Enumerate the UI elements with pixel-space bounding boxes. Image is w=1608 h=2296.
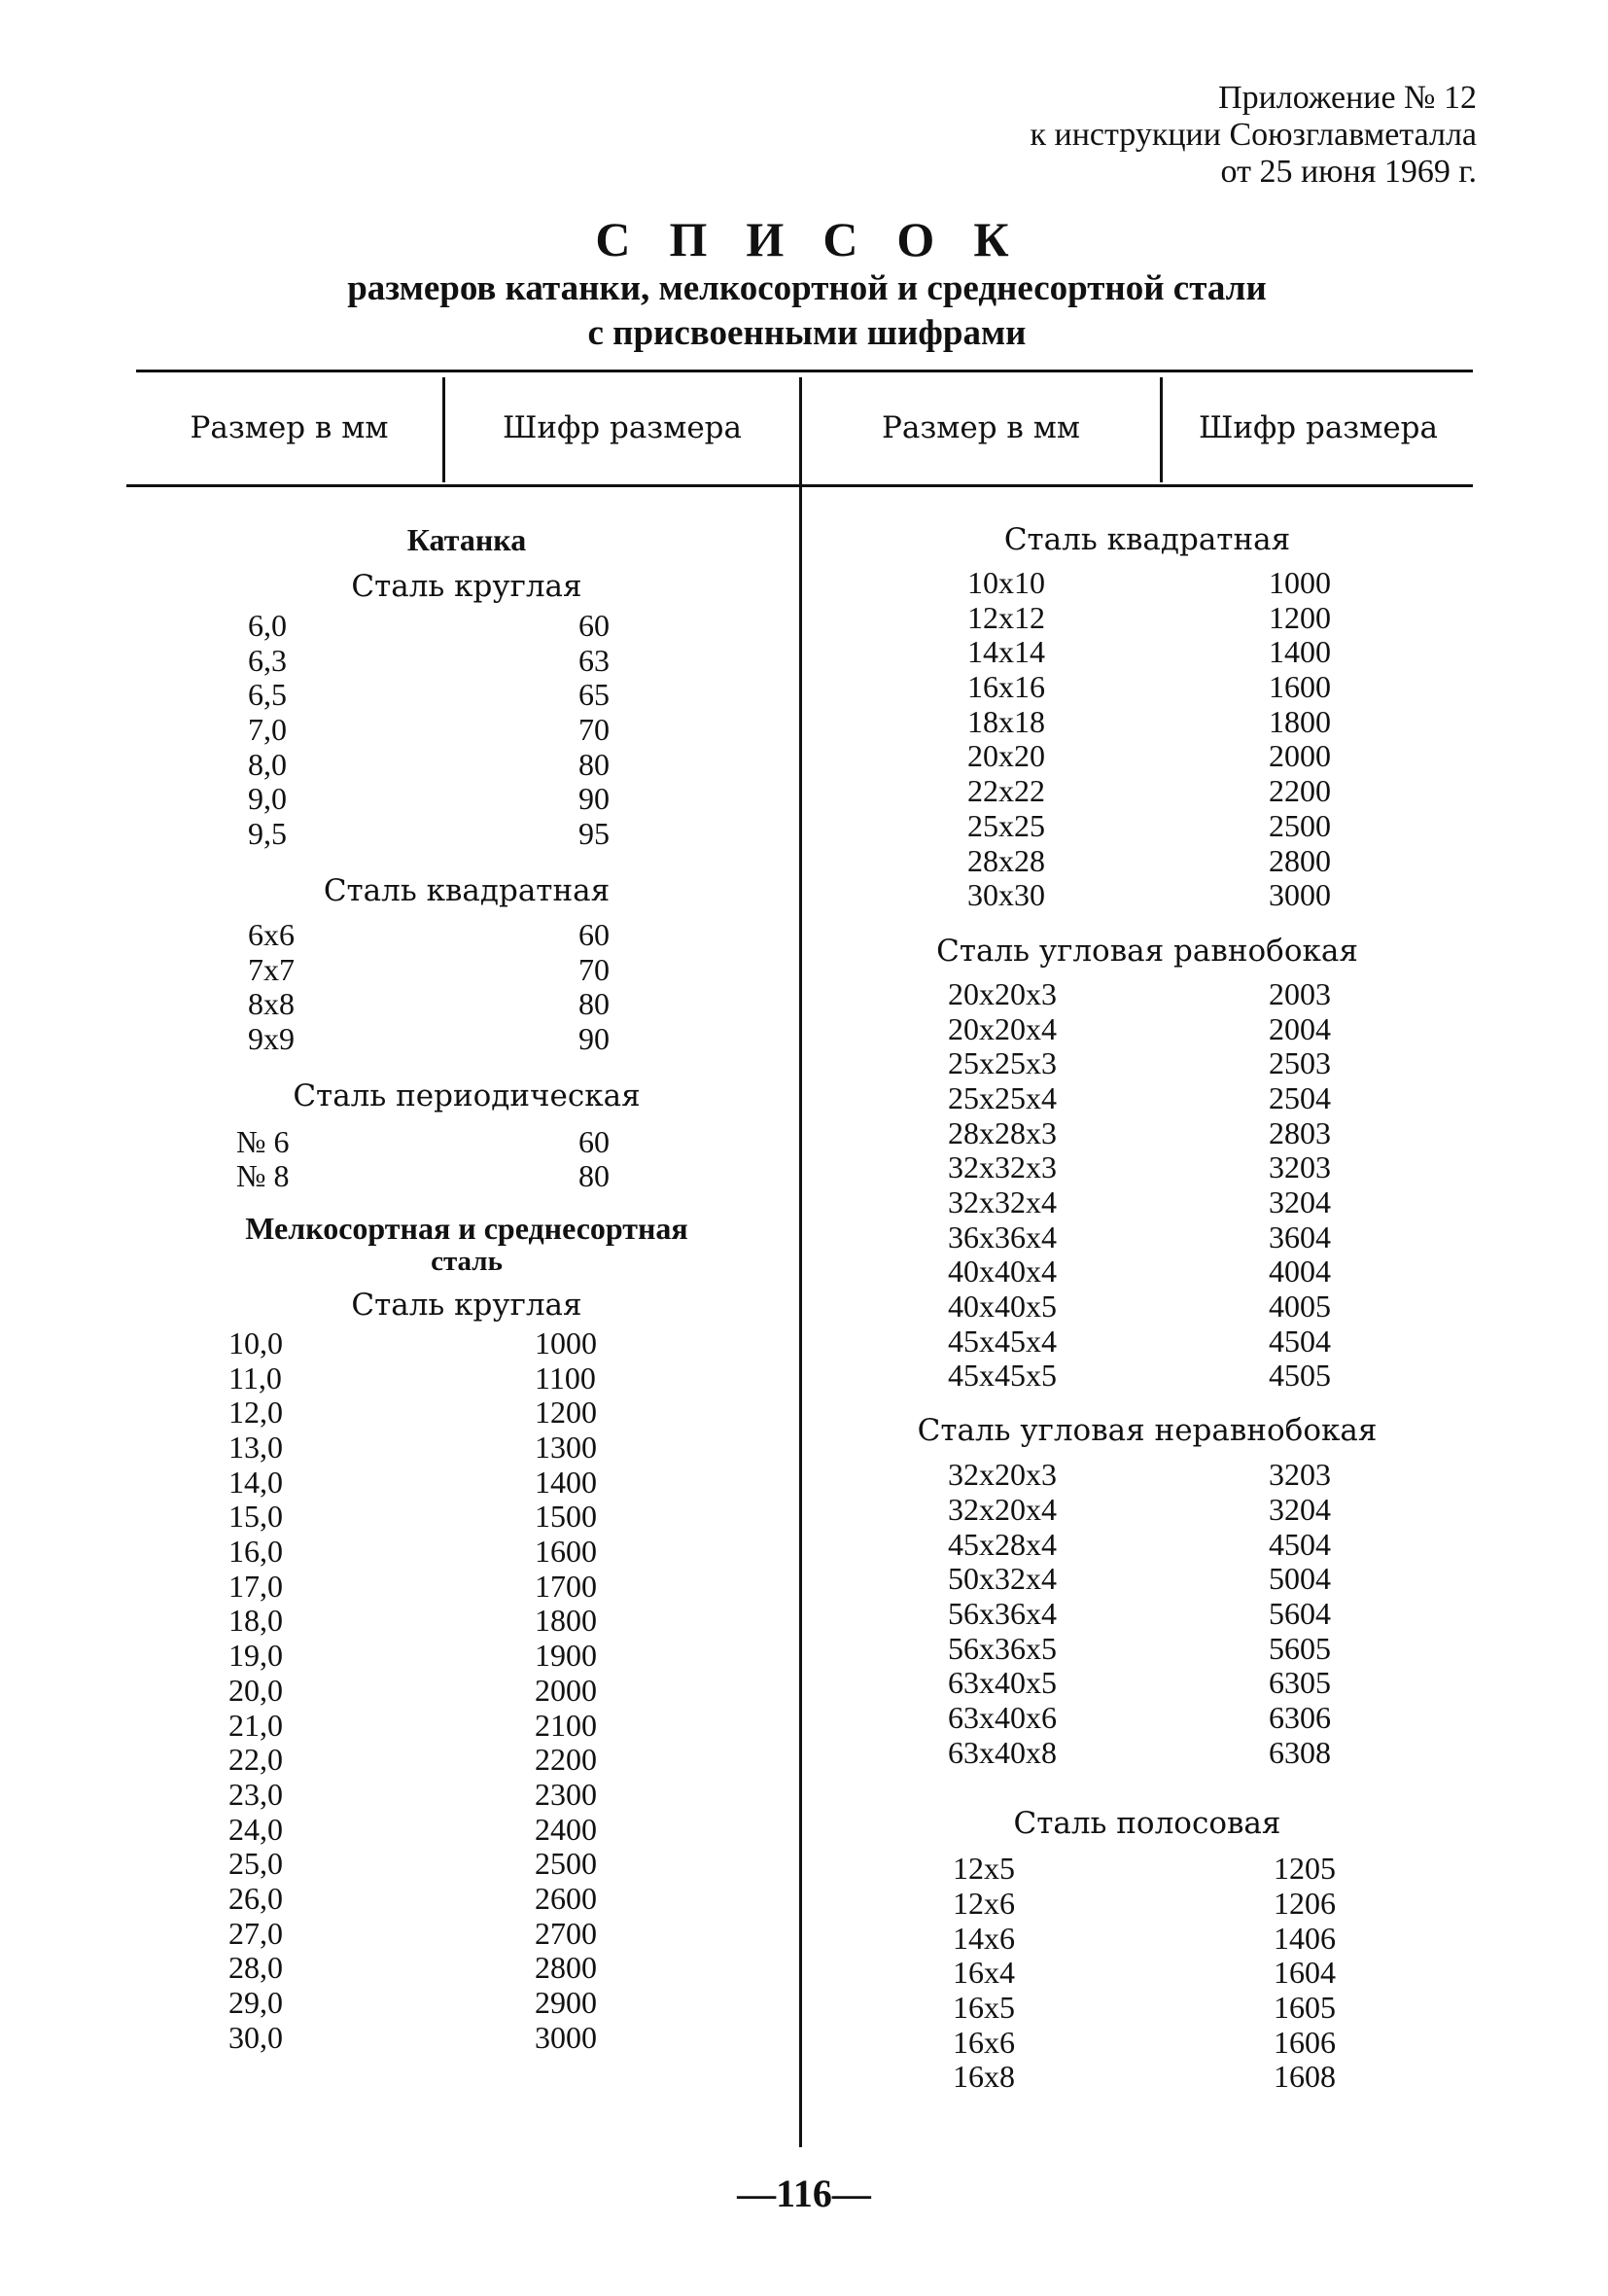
size-value: 15,0 [228, 1499, 283, 1535]
section-title: Мелкосортная и среднесортная [245, 1210, 688, 1246]
size-value: 20х20х4 [948, 1010, 1057, 1046]
code-value: 2000 [1269, 738, 1331, 774]
code-value: 2900 [535, 1985, 597, 2020]
table-row [856, 1852, 1439, 1887]
size-value: 9,0 [248, 781, 287, 817]
table-row [175, 1535, 758, 1570]
code-value: 6306 [1269, 1699, 1331, 1735]
size-value: 25х25х4 [948, 1079, 1057, 1115]
size-value: 32х32х3 [948, 1149, 1057, 1185]
size-value: 7х7 [248, 951, 295, 987]
code-value: 1600 [535, 1534, 597, 1570]
size-value: 24,0 [228, 1811, 283, 1847]
code-value: 2500 [1269, 807, 1331, 843]
code-value: 95 [578, 816, 610, 852]
size-value: 6х6 [248, 916, 295, 952]
section-title: Сталь квадратная [323, 872, 611, 908]
size-value: 20х20 [967, 738, 1045, 774]
table-row [175, 1466, 758, 1501]
code-value: 2003 [1269, 975, 1331, 1011]
table-row [856, 1012, 1439, 1047]
code-value: 4005 [1269, 1289, 1331, 1325]
code-value: 60 [578, 916, 610, 952]
code-value: 1000 [535, 1325, 597, 1360]
code-value: 4504 [1269, 1323, 1331, 1359]
code-value: 2004 [1269, 1010, 1331, 1046]
size-value: 28х28х3 [948, 1114, 1057, 1150]
table-row [856, 705, 1439, 740]
list-periodic [175, 1125, 758, 1194]
table-row [856, 809, 1439, 844]
size-value: 14,0 [228, 1464, 283, 1500]
size-value: 16х16 [967, 669, 1045, 705]
size-value: 30х30 [967, 877, 1045, 913]
section-title: сталь [431, 1245, 503, 1277]
size-value: 25х25 [967, 807, 1045, 843]
code-value: 3000 [535, 2019, 597, 2055]
code-value: 2000 [535, 1672, 597, 1708]
table-row [175, 953, 758, 988]
code-value: 1300 [535, 1430, 597, 1465]
size-value: 27,0 [228, 1915, 283, 1951]
table-row [175, 918, 758, 953]
left-column [175, 515, 758, 2055]
size-value: 45х45х5 [948, 1358, 1057, 1394]
size-value: 9х9 [248, 1020, 295, 1056]
code-value: 70 [578, 951, 610, 987]
code-value: 4504 [1269, 1526, 1331, 1562]
code-value: 2500 [535, 1846, 597, 1882]
table-row [175, 987, 758, 1022]
size-value: 29,0 [228, 1985, 283, 2020]
size-value: 18х18 [967, 703, 1045, 739]
code-value: 2700 [535, 1915, 597, 1951]
table-row [175, 1639, 758, 1674]
section-title: Сталь круглая [351, 1287, 582, 1323]
code-value: 1400 [1269, 634, 1331, 670]
table-row [856, 878, 1439, 913]
code-value: 3000 [1269, 877, 1331, 913]
appendix-note [1031, 80, 1477, 191]
size-value: 6,3 [248, 642, 287, 678]
table-row [856, 1562, 1439, 1597]
size-value: 25х25х3 [948, 1045, 1057, 1081]
table-row [175, 1743, 758, 1778]
list-strip [856, 1852, 1439, 2095]
appendix-line-3: от 25 июня 1969 г. [1220, 154, 1477, 190]
size-value: 18,0 [228, 1603, 283, 1639]
size-value: 26,0 [228, 1880, 283, 1916]
table-row [856, 1359, 1439, 1394]
code-value: 1206 [1274, 1886, 1336, 1921]
size-value: 23,0 [228, 1776, 283, 1812]
size-value: 13,0 [228, 1430, 283, 1465]
size-value: 32х20х3 [948, 1457, 1057, 1493]
code-value: 1200 [1269, 599, 1331, 635]
code-value: 1700 [535, 1568, 597, 1604]
table-row [856, 1736, 1439, 1771]
table-row [175, 782, 758, 817]
table-center-divider [799, 377, 802, 2147]
size-value: 20х20х3 [948, 975, 1057, 1011]
table-row [856, 2026, 1439, 2061]
table-row [856, 774, 1439, 809]
size-value: 32х20х4 [948, 1491, 1057, 1527]
page-number: —116— [737, 2172, 871, 2215]
size-value: 6,5 [248, 677, 287, 713]
code-value: 3203 [1269, 1149, 1331, 1185]
table-row [175, 817, 758, 852]
table-row [856, 670, 1439, 705]
size-value: 36х36х4 [948, 1219, 1057, 1254]
list-round-katanka [175, 609, 758, 852]
section-title: Сталь круглая [351, 569, 582, 604]
table-row [175, 713, 758, 748]
code-value: 2800 [1269, 842, 1331, 878]
code-value: 1200 [535, 1395, 597, 1431]
section-title: Сталь полосовая [1013, 1806, 1281, 1842]
table-row [175, 1125, 758, 1160]
size-value: 50х32х4 [948, 1561, 1057, 1597]
size-value: 17,0 [228, 1568, 283, 1604]
table-row [175, 1951, 758, 1986]
code-value: 1400 [535, 1464, 597, 1500]
table-row [856, 1150, 1439, 1185]
size-value: 40х40х4 [948, 1254, 1057, 1289]
code-value: 2504 [1269, 1079, 1331, 1115]
table-row [175, 644, 758, 679]
table-row [856, 1081, 1439, 1116]
table-row [856, 1220, 1439, 1255]
code-value: 2200 [1269, 773, 1331, 809]
code-value: 3604 [1269, 1219, 1331, 1254]
code-value: 1406 [1274, 1920, 1336, 1956]
size-value: 45х28х4 [948, 1526, 1057, 1562]
header-code-left: Шифр размера [502, 410, 743, 445]
size-value: 14х14 [967, 634, 1045, 670]
table-row [856, 1887, 1439, 1922]
table-row [175, 2021, 758, 2056]
table-row [856, 1458, 1439, 1493]
code-value: 1604 [1274, 1955, 1336, 1991]
code-value: 1900 [535, 1638, 597, 1674]
appendix-line-2: к инструкции Союзглавметалла [1030, 117, 1477, 153]
size-value: 56х36х5 [948, 1630, 1057, 1666]
table-row [856, 1289, 1439, 1325]
section-title: Сталь квадратная [1003, 522, 1291, 557]
list-square-katanka [175, 918, 758, 1057]
table-row [175, 1159, 758, 1194]
size-value: № 6 [236, 1123, 290, 1159]
size-value: 12х5 [953, 1851, 1015, 1887]
code-value: 2800 [535, 1950, 597, 1986]
table-row [856, 1666, 1439, 1701]
table-row [856, 1922, 1439, 1957]
table-row [175, 1986, 758, 2021]
code-value: 1205 [1274, 1851, 1336, 1887]
table-row [856, 1597, 1439, 1632]
size-value: 9,5 [248, 816, 287, 852]
list-angle-unequal [856, 1458, 1439, 1770]
size-value: 28,0 [228, 1950, 283, 1986]
table-row [856, 635, 1439, 670]
table-row [856, 1632, 1439, 1667]
table-row [175, 1431, 758, 1466]
table-row [175, 678, 758, 713]
size-value: 6,0 [248, 608, 287, 643]
size-value: 63х40х6 [948, 1699, 1057, 1735]
size-value: 20,0 [228, 1672, 283, 1708]
code-value: 60 [578, 608, 610, 643]
table-row [175, 1778, 758, 1813]
code-value: 1608 [1274, 2059, 1336, 2095]
table-row [175, 1709, 758, 1744]
table-top-rule [136, 370, 1473, 372]
code-value: 2100 [535, 1707, 597, 1743]
code-value: 63 [578, 642, 610, 678]
size-value: 12х12 [967, 599, 1045, 635]
code-value: 2600 [535, 1880, 597, 1916]
header-size-right: Размер в мм [882, 410, 1080, 445]
size-value: 19,0 [228, 1638, 283, 1674]
table-row [175, 609, 758, 644]
table-row [175, 1917, 758, 1952]
size-value: 7,0 [248, 712, 287, 748]
header-size-left: Размер в мм [190, 410, 389, 445]
size-value: 21,0 [228, 1707, 283, 1743]
code-value: 90 [578, 1020, 610, 1056]
table-row [856, 739, 1439, 774]
size-value: 11,0 [228, 1360, 282, 1395]
size-value: 63х40х5 [948, 1665, 1057, 1701]
table-row [175, 1326, 758, 1361]
size-value: 28х28 [967, 842, 1045, 878]
code-value: 2400 [535, 1811, 597, 1847]
code-value: 5604 [1269, 1595, 1331, 1631]
size-value: 30,0 [228, 2019, 283, 2055]
code-value: 1000 [1269, 565, 1331, 600]
table-row [175, 1022, 758, 1057]
code-value: 3204 [1269, 1184, 1331, 1219]
table-row [856, 1185, 1439, 1220]
code-value: 4004 [1269, 1254, 1331, 1289]
code-value: 80 [578, 1158, 610, 1194]
table-row [175, 1674, 758, 1709]
code-value: 4505 [1269, 1358, 1331, 1394]
code-value: 80 [578, 986, 610, 1022]
size-value: 10,0 [228, 1325, 283, 1360]
size-value: 45х45х4 [948, 1323, 1057, 1359]
table-row [175, 1813, 758, 1848]
code-value: 70 [578, 712, 610, 748]
size-value: 16,0 [228, 1534, 283, 1570]
size-value: 16х8 [953, 2059, 1015, 2095]
section-title: Сталь периодическая [293, 1077, 641, 1113]
size-value: 16х6 [953, 2024, 1015, 2060]
section-title: Катанка [406, 522, 527, 557]
table-row [856, 566, 1439, 601]
size-value: 14х6 [953, 1920, 1015, 1956]
table-row [175, 1500, 758, 1535]
title-block [136, 212, 1478, 356]
section-title: Сталь угловая равнобокая [936, 933, 1358, 969]
code-value: 60 [578, 1123, 610, 1159]
code-value: 3204 [1269, 1491, 1331, 1527]
size-value: 8х8 [248, 986, 295, 1022]
size-value: 40х40х5 [948, 1289, 1057, 1325]
table-row [856, 1325, 1439, 1360]
list-angle-equal [856, 977, 1439, 1394]
code-value: 80 [578, 746, 610, 782]
size-value: 22х22 [967, 773, 1045, 809]
code-value: 1800 [535, 1603, 597, 1639]
size-value: № 8 [236, 1158, 290, 1194]
code-value: 3203 [1269, 1457, 1331, 1493]
list-square-right [856, 566, 1439, 913]
table-row [856, 1046, 1439, 1081]
code-value: 6308 [1269, 1734, 1331, 1770]
size-value: 10х10 [967, 565, 1045, 600]
size-value: 16х4 [953, 1955, 1015, 1991]
table-row [856, 1701, 1439, 1736]
code-value: 1606 [1274, 2024, 1336, 2060]
table-row [175, 1882, 758, 1917]
table-row [175, 1395, 758, 1431]
size-value: 16х5 [953, 1990, 1015, 2026]
code-value: 2300 [535, 1776, 597, 1812]
code-value: 5605 [1269, 1630, 1331, 1666]
code-value: 1600 [1269, 669, 1331, 705]
table-row [856, 1116, 1439, 1151]
code-value: 1500 [535, 1499, 597, 1535]
code-value: 1800 [1269, 703, 1331, 739]
appendix-line-1: Приложение № 12 [1218, 80, 1477, 116]
code-value: 90 [578, 781, 610, 817]
table-row [856, 1254, 1439, 1289]
table-row [856, 1528, 1439, 1563]
size-value: 8,0 [248, 746, 287, 782]
title-main: СПИСОК [595, 212, 1048, 266]
code-value: 5004 [1269, 1561, 1331, 1597]
size-value: 56х36х4 [948, 1595, 1057, 1631]
size-value: 32х32х4 [948, 1184, 1057, 1219]
code-value: 65 [578, 677, 610, 713]
header-code-right: Шифр размера [1198, 410, 1439, 445]
list-round-small-medium [175, 1326, 758, 2055]
table-row [856, 977, 1439, 1012]
table-row [175, 1570, 758, 1605]
table-row [856, 601, 1439, 636]
size-value: 63х40х8 [948, 1734, 1057, 1770]
size-value: 12,0 [228, 1395, 283, 1431]
table-row [856, 2060, 1439, 2095]
table-row [175, 1847, 758, 1882]
title-sub-2: с присвоенными шифрами [587, 313, 1027, 353]
table-row [175, 748, 758, 783]
size-value: 12х6 [953, 1886, 1015, 1921]
code-value: 6305 [1269, 1665, 1331, 1701]
table-row [175, 1361, 758, 1396]
table-row [856, 1956, 1439, 1991]
table-row [175, 1604, 758, 1639]
table-row [856, 844, 1439, 879]
size-value: 22,0 [228, 1742, 283, 1778]
table-row [856, 1493, 1439, 1528]
code-value: 2200 [535, 1742, 597, 1778]
right-column [856, 515, 1439, 2095]
section-title: Сталь угловая неравнобокая [917, 1413, 1378, 1449]
table-row [856, 1991, 1439, 2026]
title-sub-1: размеров катанки, мелкосортной и среднесортной стали [347, 268, 1267, 308]
code-value: 2503 [1269, 1045, 1331, 1081]
code-value: 2803 [1269, 1114, 1331, 1150]
code-value: 1100 [535, 1360, 596, 1395]
size-value: 25,0 [228, 1846, 283, 1882]
code-value: 1605 [1274, 1990, 1336, 2026]
